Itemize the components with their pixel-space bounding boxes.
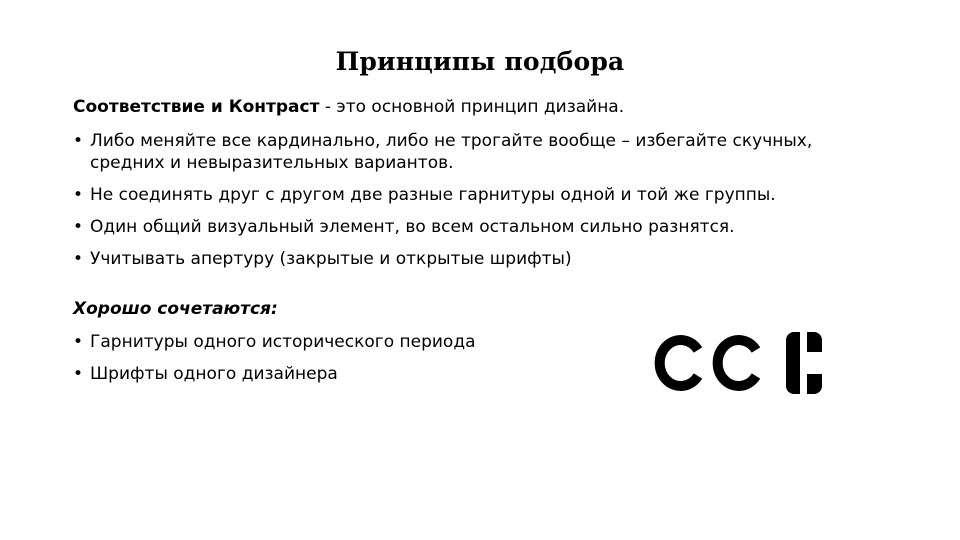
list-item-text: Либо меняйте все кардинально, либо не трогайте вообще – избегайте скучных, средних и невыразительных вариантов. bbox=[90, 131, 813, 173]
bullet-glyph: • bbox=[73, 332, 84, 352]
bullet-glyph: • bbox=[73, 249, 84, 269]
bullet-glyph: • bbox=[73, 185, 84, 205]
list-item bbox=[73, 216, 873, 238]
bullet-glyph: • bbox=[73, 131, 84, 151]
list-item bbox=[73, 130, 873, 174]
intro-paragraph bbox=[73, 96, 873, 118]
section-heading: Хорошо сочетаются: bbox=[73, 299, 278, 319]
letter-c-closed bbox=[786, 332, 822, 394]
aperture-letters-illustration bbox=[652, 328, 822, 398]
list-item-text: Гарнитуры одного исторического периода bbox=[90, 332, 476, 352]
bullet-glyph: • bbox=[73, 364, 84, 384]
principles-list bbox=[73, 130, 873, 270]
bullet-glyph: • bbox=[73, 217, 84, 237]
intro-text: - это основной принцип дизайна. bbox=[319, 97, 625, 117]
slide-title: Принципы подбора bbox=[335, 47, 625, 76]
list-item bbox=[73, 248, 873, 270]
letter-c-open-1 bbox=[660, 340, 698, 386]
letter-c-open-2 bbox=[718, 340, 756, 386]
list-item-text: Учитывать апертуру (закрытые и открытые шрифты) bbox=[90, 249, 572, 269]
list-item-text: Шрифты одного дизайнера bbox=[90, 364, 338, 384]
list-item bbox=[73, 184, 873, 206]
list-item-text: Не соединять друг с другом две разные гарнитуры одной и той же группы. bbox=[90, 185, 776, 205]
list-item-text: Один общий визуальный элемент, во всем остальном сильно разнятся. bbox=[90, 217, 735, 237]
intro-bold-term: Соответствие и Контраст bbox=[73, 97, 320, 117]
